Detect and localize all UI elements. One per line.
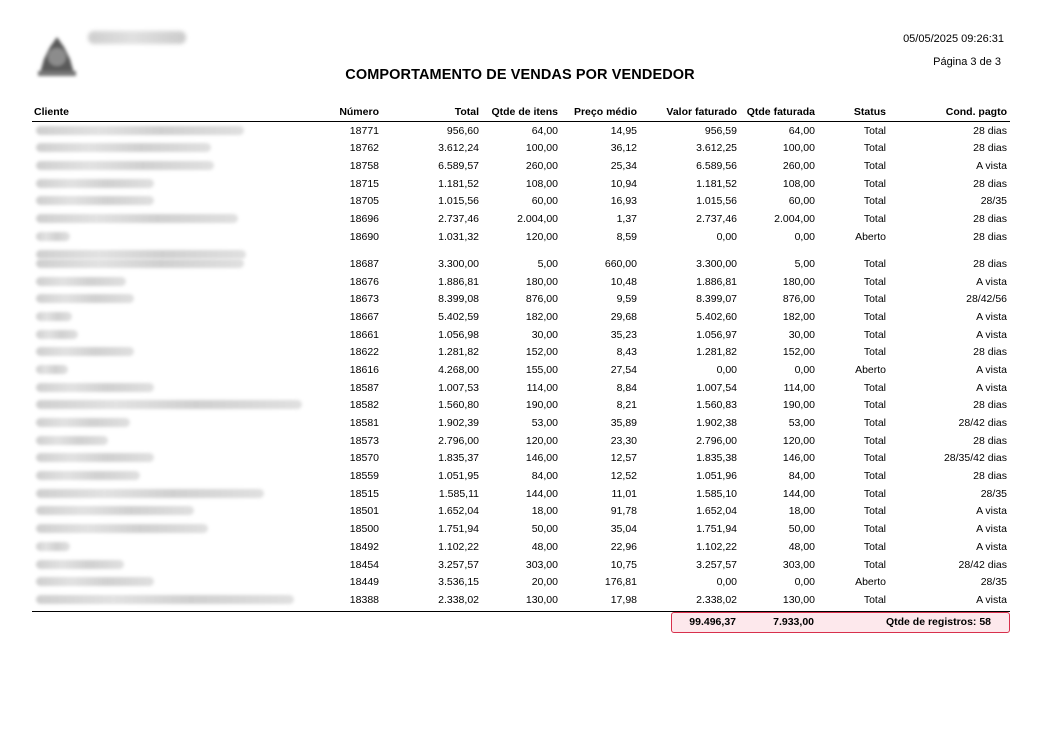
cell-preco-medio: 22,96 bbox=[610, 540, 637, 553]
cell-cond-pagto: A vista bbox=[976, 505, 1007, 518]
table-row bbox=[32, 291, 1010, 309]
cell-total: 1.835,37 bbox=[438, 452, 479, 465]
cell-valor-faturado: 1.751,94 bbox=[696, 523, 737, 536]
report-title: COMPORTAMENTO DE VENDAS POR VENDEDOR bbox=[345, 67, 695, 83]
cell-status: Total bbox=[863, 505, 886, 518]
cell-qtde-faturada: 0,00 bbox=[794, 363, 815, 376]
cell-valor-faturado: 0,00 bbox=[716, 576, 737, 589]
cell-qtde-itens: 182,00 bbox=[525, 310, 558, 323]
cell-status: Total bbox=[863, 160, 886, 173]
cell-qtde-itens: 84,00 bbox=[531, 470, 558, 483]
cell-status: Total bbox=[863, 523, 886, 536]
cell-status: Total bbox=[863, 213, 886, 226]
cell-numero: 18687 bbox=[349, 257, 379, 270]
cell-status: Total bbox=[863, 142, 886, 155]
cell-numero: 18676 bbox=[349, 275, 379, 288]
cell-cond-pagto: 28/35 bbox=[980, 576, 1007, 589]
cell-qtde-itens: 146,00 bbox=[525, 452, 558, 465]
table-row bbox=[32, 210, 1010, 228]
cell-valor-faturado: 1.181,52 bbox=[696, 177, 737, 190]
cell-numero: 18388 bbox=[349, 593, 379, 606]
cell-preco-medio: 10,75 bbox=[610, 558, 637, 571]
cell-valor-faturado: 2.737,46 bbox=[696, 213, 737, 226]
redaction-blur bbox=[36, 232, 70, 241]
cell-total: 1.056,98 bbox=[438, 328, 479, 341]
cell-valor-faturado: 3.612,25 bbox=[696, 142, 737, 155]
cell-cond-pagto: 28 dias bbox=[973, 230, 1007, 243]
cell-cond-pagto: 28 dias bbox=[973, 434, 1007, 447]
table-row bbox=[32, 432, 1010, 450]
cell-numero: 18501 bbox=[349, 505, 379, 518]
cell-cond-pagto: 28 dias bbox=[973, 470, 1007, 483]
redaction-blur bbox=[36, 312, 72, 321]
cell-qtde-itens: 303,00 bbox=[525, 558, 558, 571]
cell-cond-pagto: 28/42/56 bbox=[966, 293, 1007, 306]
table-row bbox=[32, 591, 1010, 609]
cell-qtde-faturada: 108,00 bbox=[782, 177, 815, 190]
table-row bbox=[32, 361, 1010, 379]
cell-valor-faturado: 2.338,02 bbox=[696, 593, 737, 606]
redaction-blur bbox=[36, 383, 154, 392]
cell-qtde-itens: 5,00 bbox=[537, 257, 558, 270]
cell-qtde-faturada: 84,00 bbox=[788, 470, 815, 483]
redaction-blur bbox=[36, 126, 244, 135]
cell-qtde-faturada: 50,00 bbox=[788, 523, 815, 536]
col-header-qtde-itens: Qtde de itens bbox=[491, 106, 558, 118]
cell-qtde-faturada: 53,00 bbox=[788, 417, 815, 429]
redaction-blur bbox=[36, 506, 194, 515]
cell-cond-pagto: 28 dias bbox=[973, 399, 1007, 412]
total-valor-faturado: 99.496,37 bbox=[689, 616, 736, 628]
table-row bbox=[32, 467, 1010, 485]
redaction-blur bbox=[36, 400, 302, 409]
cell-cond-pagto: 28 dias bbox=[973, 177, 1007, 190]
table-row bbox=[32, 344, 1010, 362]
cell-total: 3.300,00 bbox=[438, 257, 479, 270]
cell-valor-faturado: 1.051,96 bbox=[696, 470, 737, 483]
cell-preco-medio: 8,59 bbox=[616, 230, 637, 243]
table-row bbox=[32, 246, 1010, 273]
cell-qtde-itens: 53,00 bbox=[531, 417, 558, 429]
cell-cond-pagto: A vista bbox=[976, 275, 1007, 288]
cell-valor-faturado: 956,59 bbox=[704, 124, 737, 137]
cell-qtde-faturada: 876,00 bbox=[782, 293, 815, 306]
redaction-blur bbox=[36, 453, 154, 462]
cell-valor-faturado: 8.399,07 bbox=[696, 293, 737, 306]
col-header-numero: Número bbox=[339, 106, 379, 118]
cell-qtde-faturada: 260,00 bbox=[782, 160, 815, 173]
cell-numero: 18715 bbox=[349, 177, 379, 190]
cell-qtde-itens: 50,00 bbox=[531, 523, 558, 536]
table-row bbox=[32, 157, 1010, 175]
cell-preco-medio: 35,89 bbox=[610, 417, 637, 429]
cell-valor-faturado: 1.560,83 bbox=[696, 399, 737, 412]
cell-cond-pagto: 28/35 bbox=[980, 195, 1007, 208]
cell-numero: 18587 bbox=[349, 381, 379, 394]
cell-valor-faturado: 1.007,54 bbox=[696, 381, 737, 394]
cell-valor-faturado: 1.902,38 bbox=[696, 417, 737, 429]
cell-status: Total bbox=[863, 310, 886, 323]
table-row bbox=[32, 308, 1010, 326]
table-row bbox=[32, 397, 1010, 415]
cell-qtde-itens: 876,00 bbox=[525, 293, 558, 306]
cell-preco-medio: 8,43 bbox=[616, 346, 637, 359]
redaction-blur bbox=[36, 365, 68, 374]
cell-valor-faturado: 1.652,04 bbox=[696, 505, 737, 518]
cell-total: 2.338,02 bbox=[438, 593, 479, 606]
redaction-blur bbox=[36, 560, 124, 569]
cell-qtde-faturada: 114,00 bbox=[783, 381, 815, 394]
cell-status: Total bbox=[863, 257, 886, 270]
cell-valor-faturado: 0,00 bbox=[716, 230, 737, 243]
cell-numero: 18771 bbox=[349, 124, 379, 137]
cell-preco-medio: 660,00 bbox=[604, 257, 637, 270]
cell-valor-faturado: 1.281,82 bbox=[696, 346, 737, 359]
table-row bbox=[32, 538, 1010, 556]
cell-total: 4.268,00 bbox=[438, 363, 479, 376]
cell-valor-faturado: 1.015,56 bbox=[696, 195, 737, 208]
cell-qtde-itens: 18,00 bbox=[531, 505, 558, 518]
cell-status: Total bbox=[863, 434, 886, 447]
cell-numero: 18570 bbox=[349, 452, 379, 465]
table-row bbox=[32, 574, 1010, 592]
cell-numero: 18449 bbox=[349, 576, 379, 589]
cell-cond-pagto: A vista bbox=[976, 593, 1007, 606]
cell-valor-faturado: 1.102,22 bbox=[696, 540, 737, 553]
redaction-blur bbox=[36, 250, 246, 259]
cell-cond-pagto: A vista bbox=[976, 328, 1007, 341]
table-row bbox=[32, 485, 1010, 503]
col-header-total: Total bbox=[454, 106, 479, 118]
cell-status: Total bbox=[863, 124, 886, 137]
cell-valor-faturado: 1.056,97 bbox=[696, 328, 737, 341]
cell-cond-pagto: A vista bbox=[976, 160, 1007, 173]
cell-cond-pagto: 28 dias bbox=[973, 213, 1007, 226]
cell-qtde-faturada: 5,00 bbox=[794, 257, 815, 270]
page-indicator: Página 3 de 3 bbox=[933, 56, 1001, 68]
col-header-valor-faturado: Valor faturado bbox=[666, 106, 737, 118]
cell-qtde-faturada: 190,00 bbox=[782, 399, 815, 412]
cell-total: 1.886,81 bbox=[438, 275, 479, 288]
cell-preco-medio: 17,98 bbox=[610, 593, 637, 606]
table-row bbox=[32, 503, 1010, 521]
cell-status: Total bbox=[863, 399, 886, 412]
cell-total: 1.751,94 bbox=[438, 523, 479, 536]
table-header bbox=[32, 105, 1010, 122]
cell-preco-medio: 11,01 bbox=[611, 487, 637, 500]
cell-total: 8.399,08 bbox=[438, 293, 479, 306]
cell-status: Aberto bbox=[855, 363, 886, 376]
cell-qtde-itens: 120,00 bbox=[525, 434, 558, 447]
cell-qtde-itens: 155,00 bbox=[525, 363, 558, 376]
cell-valor-faturado: 6.589,56 bbox=[696, 160, 737, 173]
table-row bbox=[32, 520, 1010, 538]
cell-qtde-faturada: 48,00 bbox=[788, 540, 815, 553]
cell-status: Aberto bbox=[855, 576, 886, 589]
cell-qtde-itens: 60,00 bbox=[531, 195, 558, 208]
cell-status: Total bbox=[863, 540, 886, 553]
cell-cond-pagto: 28 dias bbox=[973, 346, 1007, 359]
col-header-qtde-faturada: Qtde faturada bbox=[746, 106, 815, 118]
cell-cond-pagto: 28/42 dias bbox=[958, 558, 1007, 571]
cell-valor-faturado: 2.796,00 bbox=[696, 434, 737, 447]
table-row bbox=[32, 193, 1010, 211]
cell-numero: 18500 bbox=[349, 523, 379, 536]
cell-status: Total bbox=[863, 417, 886, 429]
redaction-blur bbox=[36, 277, 126, 286]
cell-preco-medio: 10,94 bbox=[610, 177, 637, 190]
cell-preco-medio: 8,21 bbox=[616, 399, 637, 412]
cell-qtde-itens: 108,00 bbox=[525, 177, 558, 190]
cell-cond-pagto: A vista bbox=[976, 310, 1007, 323]
company-name-redacted bbox=[88, 31, 186, 44]
cell-qtde-faturada: 152,00 bbox=[782, 346, 815, 359]
redaction-blur bbox=[36, 489, 264, 498]
cell-total: 1.015,56 bbox=[438, 195, 479, 208]
cell-cond-pagto: 28/42 dias bbox=[958, 417, 1007, 429]
redaction-blur bbox=[36, 347, 134, 356]
cell-preco-medio: 14,95 bbox=[610, 124, 637, 137]
table-row bbox=[32, 414, 1010, 432]
report-datetime: 05/05/2025 09:26:31 bbox=[903, 33, 1004, 45]
cell-numero: 18758 bbox=[349, 160, 379, 173]
cell-numero: 18673 bbox=[349, 293, 379, 306]
col-header-preco-medio: Preço médio bbox=[573, 106, 637, 118]
table-row bbox=[32, 556, 1010, 574]
cell-status: Total bbox=[863, 593, 886, 606]
cell-total: 2.796,00 bbox=[438, 434, 479, 447]
cell-total: 3.536,15 bbox=[438, 576, 479, 589]
redaction-blur bbox=[36, 179, 154, 188]
cell-status: Aberto bbox=[855, 230, 886, 243]
col-header-status: Status bbox=[853, 106, 886, 118]
cell-cond-pagto: 28 dias bbox=[973, 257, 1007, 270]
col-header-cond-pagto: Cond. pagto bbox=[945, 106, 1007, 118]
cell-status: Total bbox=[863, 293, 886, 306]
cell-qtde-faturada: 2.004,00 bbox=[774, 213, 815, 226]
cell-valor-faturado: 3.257,57 bbox=[696, 558, 737, 571]
table-row bbox=[32, 450, 1010, 468]
cell-cond-pagto: 28 dias bbox=[973, 124, 1007, 137]
cell-preco-medio: 36,12 bbox=[610, 142, 637, 155]
total-qtde-faturada: 7.933,00 bbox=[773, 616, 814, 628]
cell-numero: 18559 bbox=[349, 470, 379, 483]
cell-status: Total bbox=[863, 381, 886, 394]
table-body bbox=[32, 122, 1010, 609]
cell-preco-medio: 12,52 bbox=[610, 470, 637, 483]
redaction-blur bbox=[36, 595, 294, 604]
cell-preco-medio: 25,34 bbox=[610, 160, 637, 173]
cell-numero: 18616 bbox=[349, 363, 379, 376]
table-row bbox=[32, 122, 1010, 140]
cell-qtde-faturada: 30,00 bbox=[788, 328, 815, 341]
cell-numero: 18582 bbox=[349, 399, 379, 412]
cell-qtde-faturada: 0,00 bbox=[794, 576, 815, 589]
cell-numero: 18705 bbox=[349, 195, 379, 208]
cell-valor-faturado: 0,00 bbox=[716, 363, 737, 376]
totals-box bbox=[671, 612, 1010, 633]
cell-cond-pagto: A vista bbox=[976, 363, 1007, 376]
cell-qtde-faturada: 130,00 bbox=[782, 593, 815, 606]
cell-status: Total bbox=[863, 275, 886, 288]
cell-numero: 18492 bbox=[349, 540, 379, 553]
cell-total: 1.652,04 bbox=[438, 505, 479, 518]
cell-preco-medio: 29,68 bbox=[610, 310, 637, 323]
cell-qtde-faturada: 146,00 bbox=[782, 452, 815, 465]
col-header-cliente: Cliente bbox=[34, 106, 70, 118]
redaction-blur bbox=[36, 471, 140, 480]
cell-numero: 18515 bbox=[349, 487, 379, 500]
cell-qtde-itens: 100,00 bbox=[525, 142, 558, 155]
cell-total: 1.585,11 bbox=[438, 487, 479, 500]
cell-preco-medio: 35,04 bbox=[610, 523, 637, 536]
table-row bbox=[32, 175, 1010, 193]
redaction-blur bbox=[36, 143, 211, 152]
cell-status: Total bbox=[863, 487, 886, 500]
cell-status: Total bbox=[863, 195, 886, 208]
cell-qtde-faturada: 303,00 bbox=[782, 558, 815, 571]
cell-preco-medio: 8,84 bbox=[616, 381, 637, 394]
cell-valor-faturado: 5.402,60 bbox=[696, 310, 737, 323]
redaction-blur bbox=[36, 161, 214, 170]
cell-valor-faturado: 1.835,38 bbox=[696, 452, 737, 465]
cell-qtde-itens: 144,00 bbox=[525, 487, 558, 500]
cell-total: 1.102,22 bbox=[438, 540, 479, 553]
cell-qtde-faturada: 100,00 bbox=[782, 142, 815, 155]
cell-status: Total bbox=[863, 177, 886, 190]
table-row bbox=[32, 140, 1010, 158]
cell-qtde-itens: 180,00 bbox=[525, 275, 558, 288]
cell-total: 2.737,46 bbox=[438, 213, 479, 226]
cell-qtde-faturada: 144,00 bbox=[782, 487, 815, 500]
cell-qtde-itens: 120,00 bbox=[525, 230, 558, 243]
cell-qtde-itens: 152,00 bbox=[525, 346, 558, 359]
cell-numero: 18454 bbox=[349, 558, 379, 571]
cell-qtde-itens: 2.004,00 bbox=[517, 213, 558, 226]
cell-qtde-itens: 30,00 bbox=[531, 328, 558, 341]
cell-numero: 18762 bbox=[349, 142, 379, 155]
cell-status: Total bbox=[863, 470, 886, 483]
cell-cond-pagto: 28 dias bbox=[973, 142, 1007, 155]
redaction-blur bbox=[36, 418, 130, 427]
cell-preco-medio: 12,57 bbox=[610, 452, 637, 465]
cell-numero: 18696 bbox=[349, 213, 379, 226]
redaction-blur bbox=[36, 577, 154, 586]
redaction-blur bbox=[36, 294, 134, 303]
cell-numero: 18622 bbox=[349, 346, 379, 359]
cell-preco-medio: 10,48 bbox=[610, 275, 637, 288]
cell-preco-medio: 9,59 bbox=[616, 293, 637, 306]
cell-qtde-faturada: 180,00 bbox=[782, 275, 815, 288]
cell-qtde-itens: 64,00 bbox=[531, 124, 558, 137]
redaction-blur bbox=[36, 436, 108, 445]
cell-qtde-itens: 48,00 bbox=[531, 540, 558, 553]
cell-status: Total bbox=[863, 346, 886, 359]
record-count: Qtde de registros: 58 bbox=[885, 616, 991, 628]
cell-preco-medio: 176,81 bbox=[604, 576, 637, 589]
cell-qtde-itens: 114,00 bbox=[526, 381, 558, 394]
cell-valor-faturado: 1.585,10 bbox=[696, 487, 737, 500]
cell-total: 1.051,95 bbox=[438, 470, 479, 483]
cell-total: 1.007,53 bbox=[438, 381, 479, 394]
cell-total: 5.402,59 bbox=[438, 310, 479, 323]
cell-total: 956,60 bbox=[446, 124, 479, 137]
cell-qtde-itens: 190,00 bbox=[525, 399, 558, 412]
cell-valor-faturado: 3.300,00 bbox=[696, 257, 737, 270]
cell-preco-medio: 1,37 bbox=[616, 213, 637, 226]
cell-qtde-faturada: 60,00 bbox=[788, 195, 815, 208]
redaction-blur bbox=[36, 524, 208, 533]
cell-numero: 18690 bbox=[349, 230, 379, 243]
cell-total: 1.902,39 bbox=[438, 417, 479, 429]
cell-status: Total bbox=[863, 328, 886, 341]
cell-total: 1.281,82 bbox=[438, 346, 479, 359]
cell-status: Total bbox=[863, 452, 886, 465]
cell-cond-pagto: 28/35 bbox=[980, 487, 1007, 500]
redaction-blur bbox=[36, 542, 70, 551]
cell-qtde-itens: 260,00 bbox=[525, 160, 558, 173]
cell-preco-medio: 27,54 bbox=[610, 363, 637, 376]
cell-qtde-faturada: 64,00 bbox=[788, 124, 815, 137]
table-row bbox=[32, 273, 1010, 291]
cell-cond-pagto: A vista bbox=[976, 381, 1007, 394]
cell-qtde-faturada: 182,00 bbox=[782, 310, 815, 323]
table-row bbox=[32, 326, 1010, 344]
cell-qtde-itens: 130,00 bbox=[525, 593, 558, 606]
cell-numero: 18661 bbox=[349, 328, 379, 341]
table-row bbox=[32, 379, 1010, 397]
cell-qtde-itens: 20,00 bbox=[531, 576, 558, 589]
redaction-blur bbox=[36, 330, 78, 339]
cell-preco-medio: 16,93 bbox=[610, 195, 637, 208]
cell-preco-medio: 91,78 bbox=[610, 505, 637, 518]
table-row bbox=[32, 228, 1010, 246]
cell-total: 1.560,80 bbox=[438, 399, 479, 412]
cell-preco-medio: 35,23 bbox=[610, 328, 637, 341]
cell-qtde-faturada: 120,00 bbox=[782, 434, 815, 447]
redaction-blur bbox=[36, 196, 154, 205]
cell-numero: 18573 bbox=[349, 434, 379, 447]
cell-total: 3.257,57 bbox=[438, 558, 479, 571]
cell-qtde-faturada: 0,00 bbox=[794, 230, 815, 243]
cell-cond-pagto: A vista bbox=[976, 523, 1007, 536]
cell-total: 1.181,52 bbox=[438, 177, 479, 190]
cell-valor-faturado: 1.886,81 bbox=[696, 275, 737, 288]
sales-report-table bbox=[32, 105, 1010, 612]
cell-cond-pagto: 28/35/42 dias bbox=[943, 452, 1007, 465]
cell-total: 6.589,57 bbox=[438, 160, 479, 173]
cell-numero: 18667 bbox=[349, 310, 379, 323]
cell-cond-pagto: A vista bbox=[976, 540, 1007, 553]
cell-status: Total bbox=[863, 558, 886, 571]
cell-qtde-faturada: 18,00 bbox=[788, 505, 815, 518]
redaction-blur bbox=[36, 214, 238, 223]
cell-numero: 18581 bbox=[349, 417, 379, 429]
cell-total: 3.612,24 bbox=[438, 142, 479, 155]
cell-preco-medio: 23,30 bbox=[610, 434, 637, 447]
cell-total: 1.031,32 bbox=[438, 230, 479, 243]
redaction-blur bbox=[36, 259, 244, 268]
